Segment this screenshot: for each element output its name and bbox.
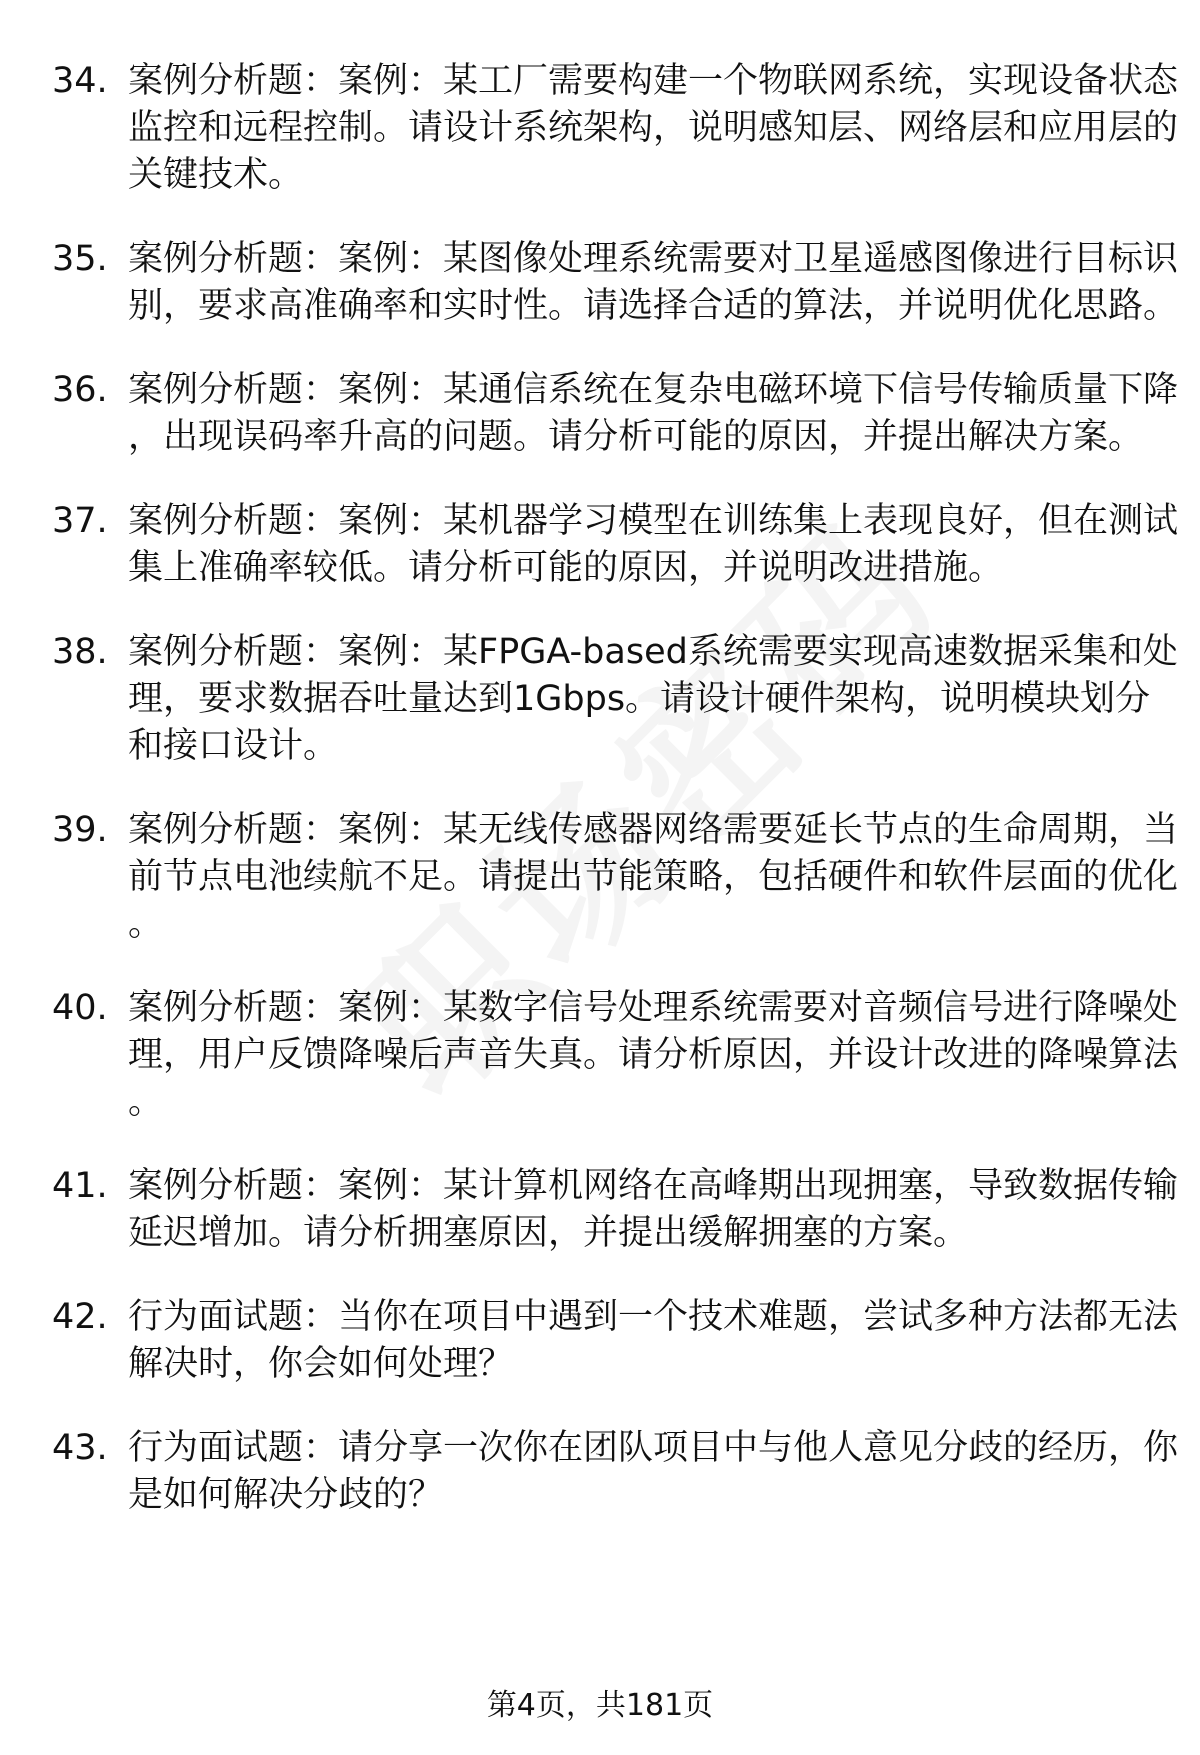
question-number: 38. (52, 632, 108, 672)
question-text: 案例分析题：案例：某机器学习模型在训练集上表现良好，但在测试集上准确率较低。请分析可能的原因，并说明改进措施。 (128, 501, 1179, 588)
question-item (52, 1163, 1179, 1257)
question-number: 36. (52, 370, 108, 410)
question-item (52, 236, 1179, 330)
question-text: 案例分析题：案例：某数字信号处理系统需要对音频信号进行降噪处理，用户反馈降噪后声音失真。请分析原因，并设计改进的降噪算法。 (128, 988, 1179, 1122)
question-text: 案例分析题：案例：某图像处理系统需要对卫星遥感图像进行目标识别，要求高准确率和实时性。请选择合适的算法，并说明优化思路。 (128, 239, 1179, 326)
question-item (52, 498, 1179, 592)
question-text: 行为面试题：当你在项目中遇到一个技术难题，尝试多种方法都无法解决时，你会如何处理？ (128, 1297, 1179, 1384)
question-number: 39. (52, 810, 108, 850)
question-item (52, 629, 1178, 770)
question-number: 41. (52, 1166, 108, 1206)
question-list (52, 58, 1179, 1556)
question-text: 案例分析题：案例：某通信系统在复杂电磁环境下信号传输质量下降，出现误码率升高的问题。请分析可能的原因，并提出解决方案。 (128, 370, 1179, 457)
question-item (52, 367, 1179, 461)
question-text: 案例分析题：案例：某无线传感器网络需要延长节点的生命周期，当前节点电池续航不足。请提出节能策略，包括硬件和软件层面的优化。 (128, 810, 1179, 944)
question-number: 43. (52, 1428, 108, 1468)
question-item (52, 58, 1179, 199)
question-text: 案例分析题：案例：某工厂需要构建一个物联网系统，实现设备状态监控和远程控制。请设计系统架构，说明感知层、网络层和应用层的关键技术。 (128, 61, 1179, 195)
question-text: 案例分析题：案例：某FPGA-based系统需要实现高速数据采集和处理，要求数据吞吐量达到1Gbps。请设计硬件架构，说明模块划分和接口设计。 (128, 632, 1178, 766)
question-item (52, 807, 1179, 948)
question-number: 42. (52, 1297, 108, 1337)
question-number: 34. (52, 61, 108, 101)
page-number: 第4页，共181页 (486, 1688, 714, 1723)
page-footer (0, 1686, 1200, 1726)
question-item (52, 1294, 1179, 1388)
question-item (52, 1425, 1179, 1519)
question-number: 40. (52, 988, 108, 1028)
question-text: 案例分析题：案例：某计算机网络在高峰期出现拥塞，导致数据传输延迟增加。请分析拥塞原因，并提出缓解拥塞的方案。 (128, 1166, 1179, 1253)
question-number: 35. (52, 239, 108, 279)
question-number: 37. (52, 501, 108, 541)
question-item (52, 985, 1179, 1126)
question-text: 行为面试题：请分享一次你在团队项目中与他人意见分歧的经历，你是如何解决分歧的？ (128, 1428, 1179, 1515)
